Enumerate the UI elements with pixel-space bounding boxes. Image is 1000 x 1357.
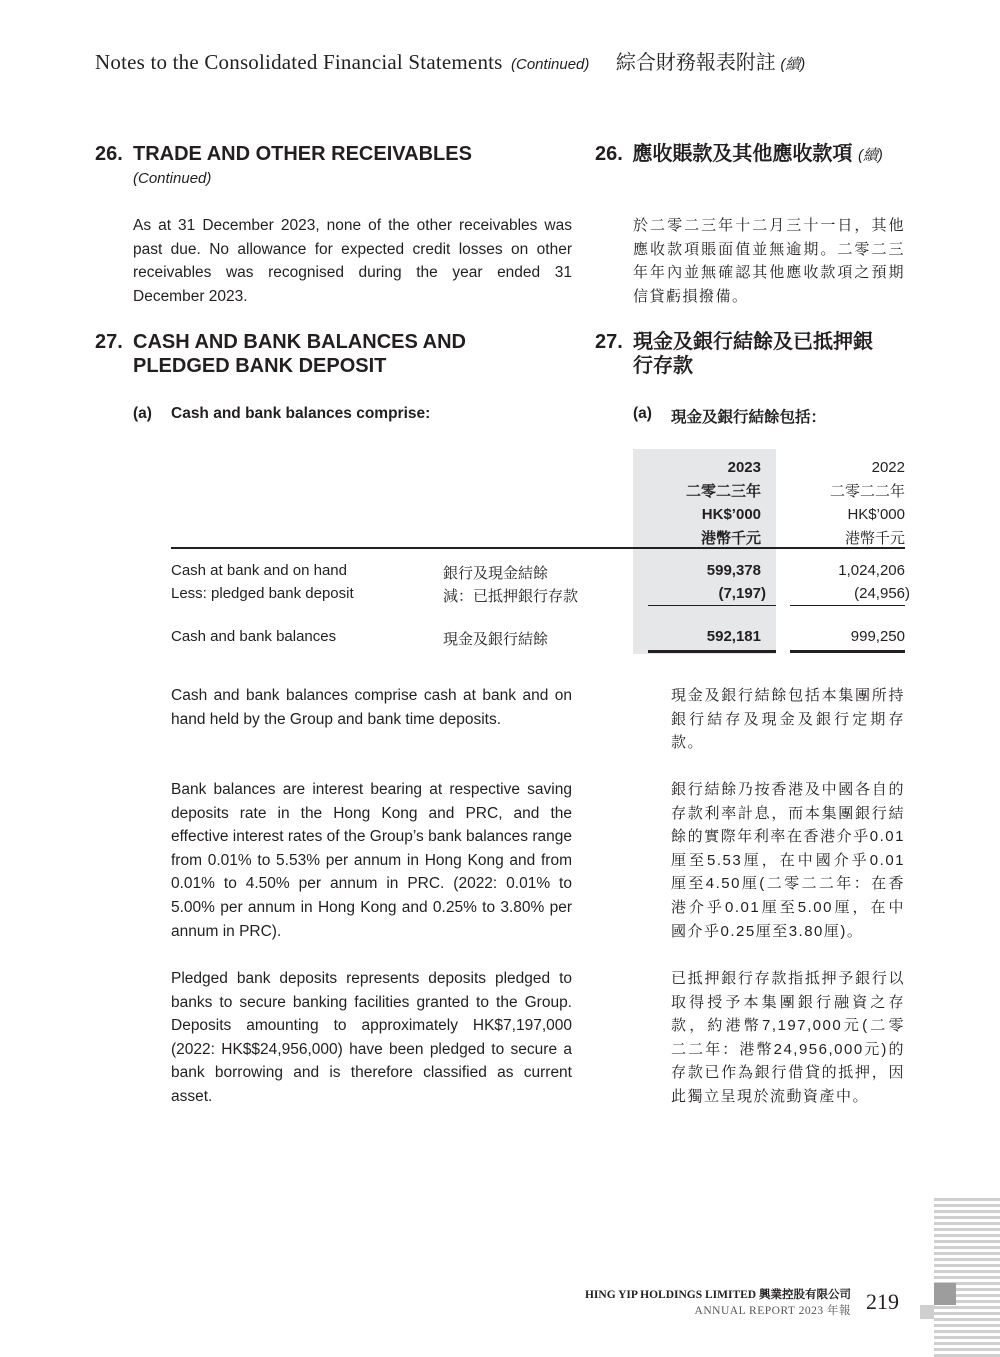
para3-en: Pledged bank deposits represents deposits pledged to banks to secure banking facilities granted to the Group. Deposits amounting to approximately HK$7,197,000 (2022: HK$$24,956,000) have been pledged to secure a bank borrowing and is therefore classified as current asset. bbox=[171, 970, 572, 1105]
footer-report: ANNUAL REPORT 2023 年報 bbox=[694, 1305, 851, 1317]
col-2023-unit: HK$’000 bbox=[701, 506, 761, 523]
sub-a-text-en: Cash and bank balances comprise: bbox=[171, 405, 431, 422]
running-header bbox=[95, 46, 805, 75]
subtotal-rule-2023 bbox=[648, 605, 776, 606]
note27-number: 27. bbox=[95, 331, 123, 353]
para3-zh: 已抵押銀行存款指抵押予銀行以取得授予本集團銀行融資之存款，約港幣7,197,000元(二零二二年：港幣24,956,000元)的存款已作為銀行借貸的抵押，因此獨立呈現於流動資產中。 bbox=[671, 970, 905, 1105]
note27-title-zh-line1: 現金及銀行結餘及已抵押銀 bbox=[633, 331, 873, 353]
row3-value-2023: 592,181 bbox=[706, 628, 761, 645]
col-2023-year: 2023 bbox=[727, 459, 761, 476]
page-number: 219 bbox=[866, 1289, 899, 1314]
decorative-square-dark bbox=[934, 1283, 956, 1305]
sub-a-text-zh: 現金及銀行結餘包括： bbox=[671, 409, 827, 426]
note27-number-zh: 27. bbox=[595, 331, 623, 353]
subtotal-rule-2022 bbox=[790, 605, 905, 606]
col-2023-year-zh: 二零二三年 bbox=[685, 482, 761, 500]
row3-value-2022: 999,250 bbox=[850, 628, 905, 645]
para2-zh: 銀行結餘乃按香港及中國各自的存款利率計息，而本集團銀行結餘的實際年利率在香港介乎0.01厘至5.53厘，在中國介乎0.01厘至4.50厘(二零二二年：在香港介乎0.01厘至5.00厘，在中國介乎0.25厘至3.80厘)。 bbox=[671, 781, 905, 940]
col-2022-unit-zh: 港幣千元 bbox=[844, 529, 905, 547]
note26-body-en: As at 31 December 2023, none of the other receivables was past due. No allowance for expected credit losses on other receivables was recognised during the year ended 31 December 2023. bbox=[133, 217, 572, 305]
row2-label-en: Less: pledged bank deposit bbox=[171, 585, 354, 602]
note26-continued-zh: (續) bbox=[857, 147, 883, 164]
note26-title-zh: 應收賬款及其他應收款項 bbox=[632, 143, 853, 165]
decorative-square-light bbox=[920, 1305, 934, 1319]
note26-heading-en bbox=[95, 142, 575, 166]
note27-title-en-line2: PLEDGED BANK DEPOSIT bbox=[133, 355, 387, 377]
row3-label-en: Cash and bank balances bbox=[171, 628, 337, 645]
footer-text bbox=[585, 1286, 851, 1318]
row2-value-2023: (7,197) bbox=[718, 585, 766, 602]
row2-value-2022: (24,956) bbox=[854, 585, 910, 602]
total-rule-2022 bbox=[790, 650, 905, 653]
note26-title-en: TRADE AND OTHER RECEIVABLES bbox=[133, 143, 472, 165]
footer-company: HING YIP HOLDINGS LIMITED 興業控股有限公司 bbox=[584, 1289, 851, 1301]
row1-value-2022: 1,024,206 bbox=[838, 562, 905, 579]
total-rule-2023 bbox=[648, 650, 776, 653]
sub-a-label-zh: (a) bbox=[633, 405, 652, 422]
para1-en: Cash and bank balances comprise cash at bank and on hand held by the Group and bank time deposits. bbox=[171, 687, 572, 728]
note27-heading-zh bbox=[595, 330, 935, 377]
note26-continued-en: (Continued) bbox=[133, 170, 212, 187]
row1-label-en: Cash at bank and on hand bbox=[171, 562, 347, 579]
col-2022-unit: HK$’000 bbox=[847, 506, 905, 523]
note27-title-en-line1: CASH AND BANK BALANCES AND bbox=[133, 331, 466, 353]
note26-body-zh: 於二零二三年十二月三十一日，其他應收款項賬面值並無逾期。二零二三年年內並無確認其他應收款項之預期信貸虧損撥備。 bbox=[633, 217, 905, 305]
row3-label-zh: 現金及銀行結餘 bbox=[443, 631, 549, 648]
col-2023-unit-zh: 港幣千元 bbox=[700, 529, 761, 547]
row1-label-zh: 銀行及現金結餘 bbox=[443, 565, 549, 582]
sub-a-label-en: (a) bbox=[133, 405, 152, 422]
row2-label-zh: 減：已抵押銀行存款 bbox=[443, 588, 579, 605]
col-2022-year-zh: 二零二二年 bbox=[829, 482, 905, 500]
table-header-2022 bbox=[790, 456, 905, 550]
row1-value-2023: 599,378 bbox=[706, 562, 761, 579]
para1-zh: 現金及銀行結餘包括本集團所持銀行結存及現金及銀行定期存款。 bbox=[671, 687, 905, 752]
table-header-rule bbox=[171, 547, 905, 549]
table-header-2023 bbox=[633, 456, 761, 550]
para2-en: Bank balances are interest bearing at respective saving deposits rate in the Hong Kong and PRC, and the effective interest rates of the Group’s bank balances range from 0.01% to 5.53% per annum in Hong Kong and from 0.01% to 4.50% per annum in PRC. (2022: 0.01% to 5.00% per annum in Hong Kong and 0.25% to 3.80% per annum in PRC). bbox=[171, 781, 572, 940]
note27-title-zh-line2: 行存款 bbox=[633, 355, 693, 377]
note26-number-zh: 26. bbox=[595, 143, 623, 165]
decorative-stripes bbox=[934, 1198, 1000, 1357]
note27-heading-en bbox=[95, 330, 575, 377]
header-continued-zh: (續) bbox=[780, 56, 806, 73]
col-2022-year: 2022 bbox=[871, 459, 905, 476]
header-title-zh: 綜合財務報表附註 bbox=[615, 50, 776, 74]
header-title-en: Notes to the Consolidated Financial Statements bbox=[95, 50, 503, 74]
header-continued-en: (Continued) bbox=[511, 56, 590, 73]
note26-heading-zh bbox=[595, 142, 935, 168]
note26-number: 26. bbox=[95, 143, 123, 165]
